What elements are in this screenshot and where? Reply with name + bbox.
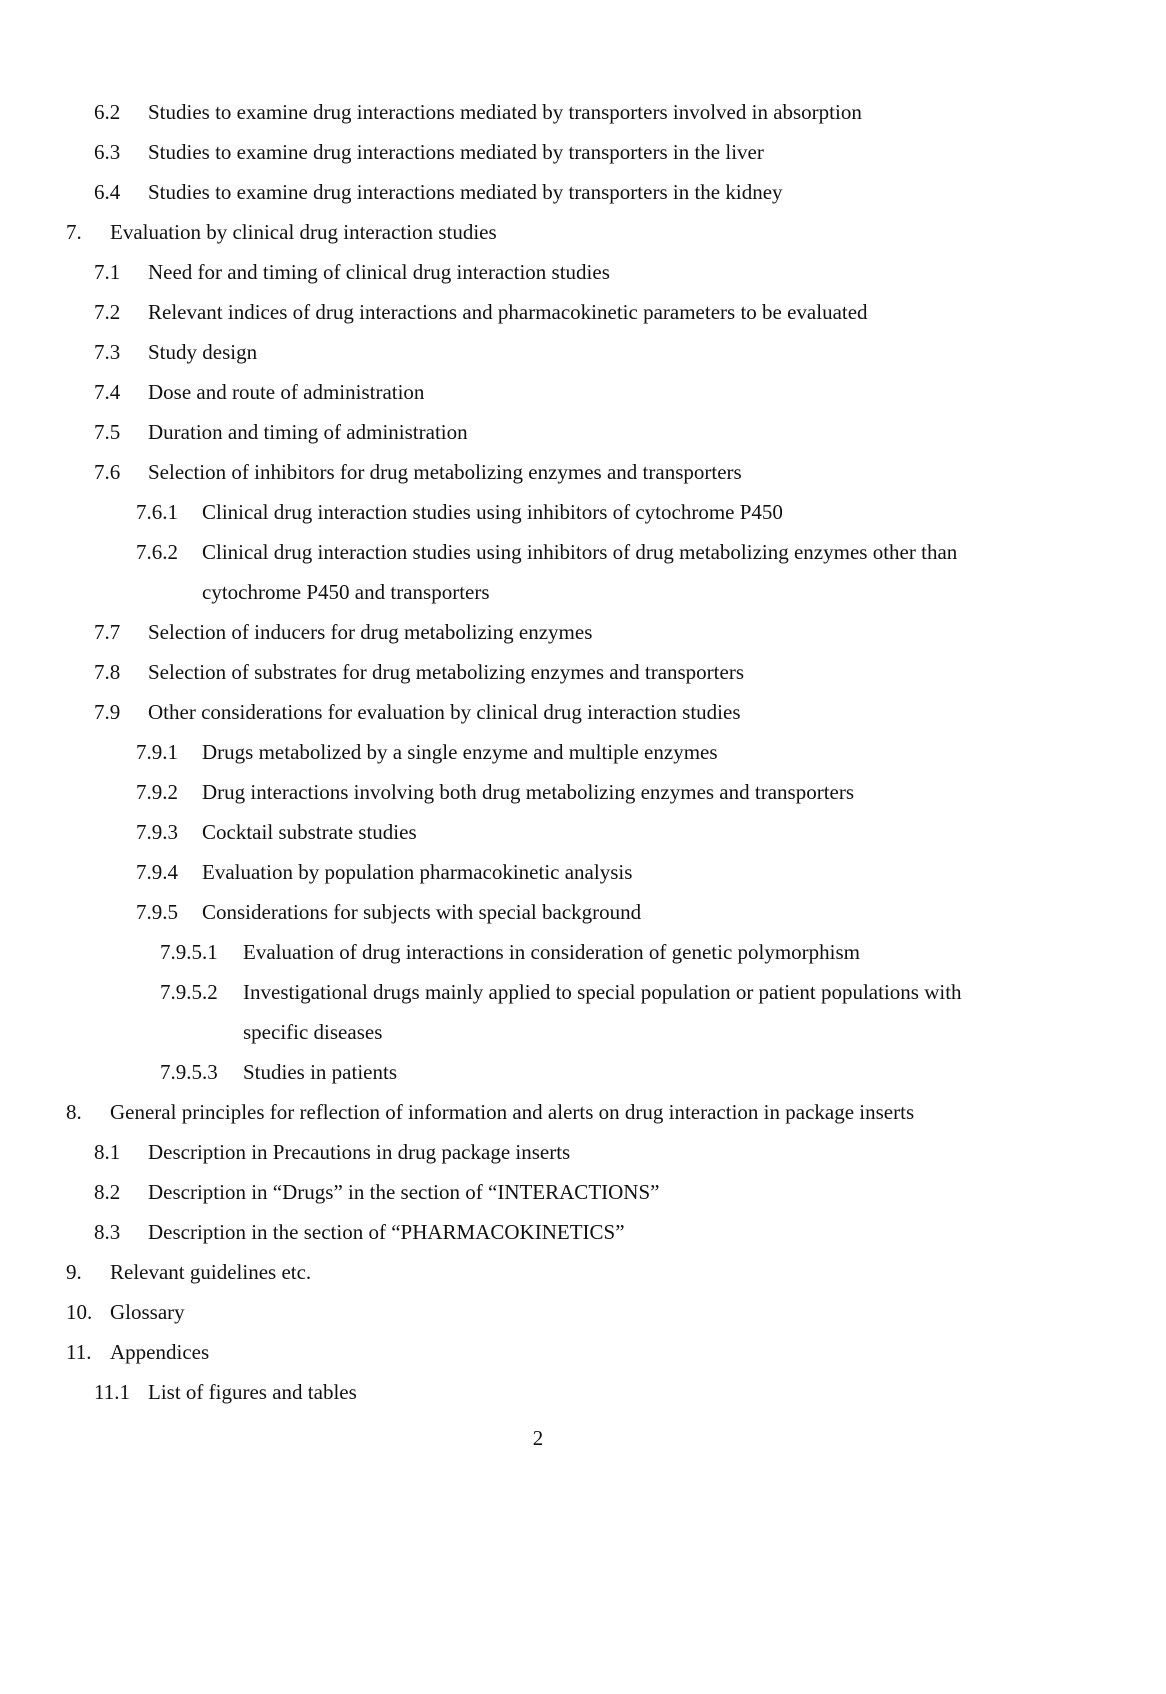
toc-entry-number: 7.4 bbox=[94, 380, 121, 404]
toc-entry-number: 7.9.1 bbox=[136, 740, 178, 764]
toc-entry-text: Relevant indices of drug interactions and pharmacokinetic parameters to be evaluated bbox=[148, 300, 868, 324]
toc-entry-text: Drug interactions involving both drug metabolizing enzymes and transporters bbox=[202, 780, 855, 804]
toc-entry bbox=[94, 452, 1010, 492]
toc-entry-number: 11.1 bbox=[94, 1380, 130, 1404]
toc-entry-text: Need for and timing of clinical drug interaction studies bbox=[148, 260, 610, 284]
toc-entry-number: 7.6.1 bbox=[136, 500, 178, 524]
toc-entry bbox=[136, 732, 1010, 772]
toc-entry-text: Relevant guidelines etc. bbox=[110, 1260, 312, 1284]
toc-entry-text: Glossary bbox=[110, 1300, 185, 1324]
toc-entry-number: 8.1 bbox=[94, 1140, 121, 1164]
toc-entry-text: Clinical drug interaction studies using inhibitors of cytochrome P450 bbox=[202, 500, 783, 524]
toc-entry-text: Appendices bbox=[110, 1340, 210, 1364]
toc-entry bbox=[136, 532, 1010, 612]
toc-entry-number: 7. bbox=[66, 220, 82, 244]
toc-entry bbox=[94, 372, 1010, 412]
toc-entry-text: Selection of inhibitors for drug metabolizing enzymes and transporters bbox=[148, 460, 742, 484]
toc-entry bbox=[94, 132, 1010, 172]
toc-entry-number: 6.3 bbox=[94, 140, 121, 164]
toc-entry-text: Cocktail substrate studies bbox=[202, 820, 417, 844]
toc-entry bbox=[94, 1132, 1010, 1172]
toc-entry bbox=[94, 1172, 1010, 1212]
toc-entry bbox=[66, 1092, 1010, 1132]
toc-entry-number: 7.9 bbox=[94, 700, 121, 724]
toc-entry bbox=[94, 92, 1010, 132]
toc-entry-text: Dose and route of administration bbox=[148, 380, 425, 404]
toc-entry-text: Considerations for subjects with special background bbox=[202, 900, 642, 924]
toc-entry bbox=[160, 932, 1010, 972]
toc-entry-number: 7.3 bbox=[94, 340, 121, 364]
toc-entry-text: Clinical drug interaction studies using inhibitors of drug metabolizing enzymes other than cytochrome P450 and transporters bbox=[202, 540, 958, 604]
toc-entry bbox=[94, 612, 1010, 652]
toc-entry-number: 10. bbox=[66, 1300, 93, 1324]
toc-entry bbox=[66, 1332, 1010, 1372]
toc-entry-text: Studies to examine drug interactions mediated by transporters involved in absorption bbox=[148, 100, 862, 124]
toc-list bbox=[66, 92, 1010, 1412]
toc-entry bbox=[94, 652, 1010, 692]
toc-entry-number: 7.9.2 bbox=[136, 780, 178, 804]
toc-entry-number: 7.6.2 bbox=[136, 540, 178, 564]
toc-entry bbox=[94, 1212, 1010, 1252]
toc-entry-number: 7.9.5 bbox=[136, 900, 178, 924]
toc-entry-number: 7.6 bbox=[94, 460, 121, 484]
toc-entry-text: Evaluation by clinical drug interaction studies bbox=[110, 220, 497, 244]
toc-entry bbox=[136, 852, 1010, 892]
toc-entry-text: Investigational drugs mainly applied to special population or patient populations with specific diseases bbox=[243, 980, 962, 1044]
toc-entry-text: Drugs metabolized by a single enzyme and multiple enzymes bbox=[202, 740, 718, 764]
toc-entry-text: Studies in patients bbox=[243, 1060, 397, 1084]
toc-entry-number: 8.2 bbox=[94, 1180, 121, 1204]
toc-entry bbox=[66, 1252, 1010, 1292]
toc-entry bbox=[94, 692, 1010, 732]
toc-entry bbox=[160, 1052, 1010, 1092]
toc-entry-text: Studies to examine drug interactions mediated by transporters in the kidney bbox=[148, 180, 783, 204]
toc-entry-number: 7.9.3 bbox=[136, 820, 178, 844]
toc-entry bbox=[136, 492, 1010, 532]
toc-entry-text: List of figures and tables bbox=[148, 1380, 357, 1404]
toc-entry-number: 7.7 bbox=[94, 620, 121, 644]
toc-entry-text: Study design bbox=[148, 340, 258, 364]
toc-entry-text: Evaluation by population pharmacokinetic analysis bbox=[202, 860, 633, 884]
toc-entry-number: 7.9.4 bbox=[136, 860, 178, 884]
toc-entry-number: 9. bbox=[66, 1260, 82, 1284]
toc-entry-text: General principles for reflection of information and alerts on drug interaction in package inserts bbox=[110, 1100, 915, 1124]
toc-entry-number: 7.8 bbox=[94, 660, 121, 684]
toc-entry-text: Selection of substrates for drug metabolizing enzymes and transporters bbox=[148, 660, 744, 684]
toc-entry bbox=[94, 1372, 1010, 1412]
toc-entry bbox=[94, 252, 1010, 292]
toc-entry-text: Description in the section of “PHARMACOKINETICS” bbox=[148, 1220, 625, 1244]
toc-entry-text: Description in Precautions in drug package inserts bbox=[148, 1140, 571, 1164]
toc-entry-text: Selection of inducers for drug metabolizing enzymes bbox=[148, 620, 593, 644]
toc-entry-number: 7.9.5.1 bbox=[160, 940, 218, 964]
toc-entry-number: 8.3 bbox=[94, 1220, 121, 1244]
toc-entry-text: Evaluation of drug interactions in consideration of genetic polymorphism bbox=[243, 940, 861, 964]
toc-entry bbox=[94, 292, 1010, 332]
page-number: 2 bbox=[532, 1426, 544, 1450]
toc-entry bbox=[136, 772, 1010, 812]
toc-entry-number: 6.4 bbox=[94, 180, 121, 204]
toc-entry bbox=[160, 972, 1010, 1052]
toc-entry-text: Other considerations for evaluation by clinical drug interaction studies bbox=[148, 700, 741, 724]
toc-entry bbox=[94, 172, 1010, 212]
toc-entry-number: 6.2 bbox=[94, 100, 121, 124]
toc-entry-text: Studies to examine drug interactions mediated by transporters in the liver bbox=[148, 140, 764, 164]
toc-entry-text: Description in “Drugs” in the section of “INTERACTIONS” bbox=[148, 1180, 660, 1204]
toc-entry-number: 11. bbox=[66, 1340, 92, 1364]
toc-entry bbox=[66, 1292, 1010, 1332]
toc-entry-number: 8. bbox=[66, 1100, 82, 1124]
toc-entry bbox=[66, 212, 1010, 252]
toc-entry-number: 7.1 bbox=[94, 260, 121, 284]
toc-entry-number: 7.9.5.3 bbox=[160, 1060, 218, 1084]
toc-entry-number: 7.5 bbox=[94, 420, 121, 444]
toc-entry bbox=[94, 332, 1010, 372]
toc-entry bbox=[94, 412, 1010, 452]
toc-entry-text: Duration and timing of administration bbox=[148, 420, 468, 444]
toc-entry bbox=[136, 812, 1010, 852]
toc-entry-number: 7.2 bbox=[94, 300, 121, 324]
toc-entry-number: 7.9.5.2 bbox=[160, 980, 218, 1004]
toc-entry bbox=[136, 892, 1010, 932]
